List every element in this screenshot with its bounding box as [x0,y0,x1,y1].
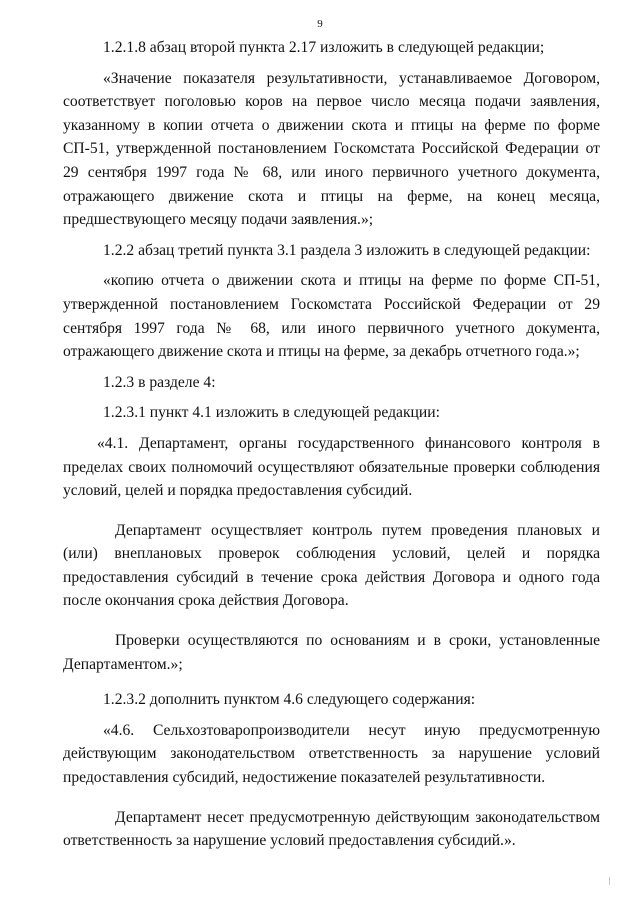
paragraph-result-indicator-quote: «Значение показателя результативности, устанавливаемое Договором, соответствует поголовью коров на первое число месяца подачи заявления, указанному в копии отчета о движении скота и птицы на ферме по форме СП-51, утвержденной постановлением Госкомстата Российской Федерации от 29 сентября 1997 года № 68, или иного первичного учетного документа, отражающего движение скота и птицы на ферме, на конец месяца, предшествующего месяцу подачи заявления.»; [63,69,600,229]
paragraph-clause-4-1-quote: «4.1. Департамент, органы государственного финансового контроля в пределах своих полномочий осуществляют обязательные проверки соблюдения условий, целей и порядка предоставления субсидий. [63,434,600,500]
paragraph-clause-4-6-quote: «4.6. Сельхозтоваропроизводители несут иную предусмотренную действующим законодательством ответственность за нарушение условий предоставления субсидий, недостижение показателей результативности. [63,721,600,787]
paragraph-1-2-3-1: 1.2.3.1 пункт 4.1 изложить в следующей редакции: [103,404,440,422]
paragraph-report-copy-quote: «копию отчета о движении скота и птицы на ферме по форме СП-51, утвержденной постановлением Госкомстата Российской Федерации от 29 сентября 1997 года № 68, или иного первичного учетного документа, отражающего движение скота и птицы на ферме, за декабрь отчетного года.»; [63,272,600,361]
paragraph-1-2-2: 1.2.2 абзац третий пункта 3.1 раздела 3 изложить в следующей редакции: [103,241,591,259]
document-body [63,36,600,853]
paragraph-department-responsibility: Департамент несет предусмотренную действующим законодательством ответственность за нарушение условий предоставления субсидий.». [63,808,600,850]
paragraph-1-2-3-2: 1.2.3.2 дополнить пунктом 4.6 следующего содержания: [103,691,476,709]
scan-edge-mark [609,877,610,885]
page-number: 9 [317,18,323,30]
paragraph-department-control: Департамент осуществляет контроль путем проведения плановых и (или) внеплановых проверок соблюдения условий, целей и порядка предоставления субсидий в течение срока действия Договора и одного года после окончания срока действия Договора. [63,521,600,610]
paragraph-inspections: Проверки осуществляются по основаниям и в сроки, установленные Департаментом.»; [63,632,600,673]
paragraph-1-2-3: 1.2.3 в разделе 4: [103,373,216,391]
paragraph-1-2-1-8: 1.2.1.8 абзац второй пункта 2.17 изложить в следующей редакции; [103,39,545,56]
